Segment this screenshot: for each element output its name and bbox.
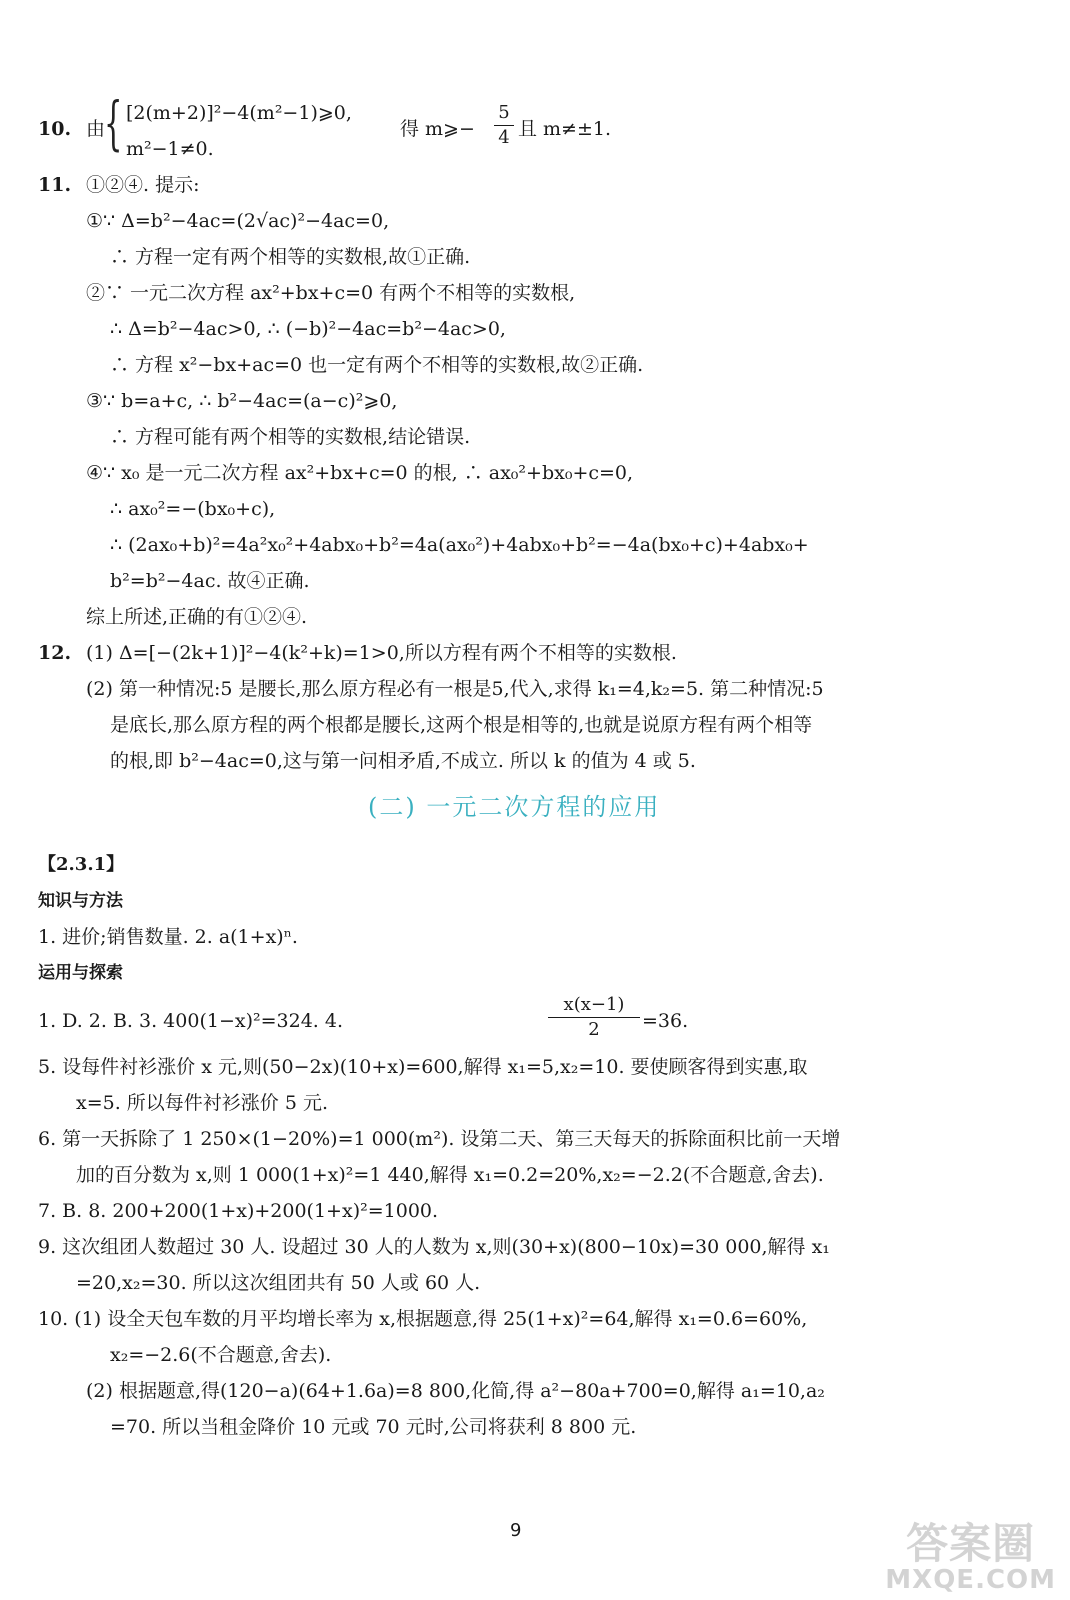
watermark-text: 答案圈 [906, 1519, 1036, 1568]
question-number: 10. [38, 118, 72, 140]
q10-system-line-2: m²−1≠0. [126, 138, 214, 160]
answer-line: x₂=−2.6(不合题意,舍去). [110, 1344, 332, 1366]
q11-line: ∴ Δ=b²−4ac>0, ∴ (−b)²−4ac=b²−4ac>0, [110, 318, 506, 340]
q11-line: ③∵ b=a+c, ∴ b²−4ac=(a−c)²⩾0, [86, 390, 398, 412]
system-brace: { [104, 89, 123, 157]
question-number: 12. [38, 642, 72, 664]
q11-line: b²=b²−4ac. 故④正确. [110, 570, 310, 592]
answers-1-4: 1. D. 2. B. 3. 400(1−x)²=324. 4. [38, 1010, 344, 1032]
q10-frac-den: 4 [498, 127, 510, 148]
q11-head: ①②④. 提示: [86, 174, 200, 196]
q4-frac-den: 2 [588, 1019, 600, 1040]
q11-line: 综上所述,正确的有①②④. [86, 606, 308, 628]
answer-line: 10. (1) 设全天包车数的月平均增长率为 x,根据题意,得 25(1+x)²=64,解得 x₁=0.6=60%, [38, 1308, 808, 1330]
q11-line: ∴ 方程可能有两个相等的实数根,结论错误. [110, 426, 471, 448]
q10-system-line-1: [2(m+2)]²−4(m²−1)⩾0, [126, 102, 352, 124]
q12-line: (2) 第一种情况:5 是腰长,那么原方程必有一根是5,代入,求得 k₁=4,k₂=5. 第二种情况:5 [86, 678, 824, 700]
watermark-logo [885, 1519, 1056, 1595]
q10-result-a: 得 m⩾− [400, 118, 475, 140]
answer-line: 5. 设每件衬衫涨价 x 元,则(50−2x)(10+x)=600,解得 x₁=5,x₂=10. 要使顾客得到实惠,取 [38, 1056, 808, 1078]
answer-line: 加的百分数为 x,则 1 000(1+x)²=1 440,解得 x₁=0.2=20%,x₂=−2.2(不合题意,舍去). [76, 1164, 824, 1186]
q4-tail: =36. [642, 1010, 689, 1032]
answer-line: =20,x₂=30. 所以这次组团共有 50 人或 60 人. [76, 1272, 481, 1294]
q12-line: (1) Δ=[−(2k+1)]²−4(k²+k)=1>0,所以方程有两个不相等的实数根. [86, 642, 677, 664]
question-number: 11. [38, 174, 72, 196]
q4-frac-num: x(x−1) [563, 994, 625, 1015]
watermark-url: MXQE.COM [885, 1565, 1056, 1595]
answer-line: 6. 第一天拆除了 1 250×(1−20%)=1 000(m²). 设第二天、第三天每天的拆除面积比前一天增 [38, 1128, 841, 1150]
heading-apply: 运用与探索 [38, 963, 123, 983]
section-title: (二) 一元二次方程的应用 [368, 793, 661, 821]
q11-line: ∴ (2ax₀+b)²=4a²x₀²+4abx₀+b²=4a(ax₀²)+4abx₀+b²=−4a(bx₀+c)+4abx₀+ [110, 534, 809, 556]
q12-line: 是底长,那么原方程的两个根都是腰长,这两个根是相等的,也就是说原方程有两个相等 [110, 714, 813, 736]
answer-line: 9. 这次组团人数超过 30 人. 设超过 30 人的人数为 x,则(30+x)(800−10x)=30 000,解得 x₁ [38, 1236, 830, 1258]
answer-line: =70. 所以当租金降价 10 元或 70 元时,公司将获利 8 800 元. [110, 1416, 637, 1438]
q10-lead: 由 [86, 118, 106, 140]
q11-line: ②∵ 一元二次方程 ax²+bx+c=0 有两个不相等的实数根, [86, 282, 576, 304]
q11-line: ∴ 方程 x²−bx+ac=0 也一定有两个不相等的实数根,故②正确. [110, 354, 644, 376]
q11-line: ∴ 方程一定有两个相等的实数根,故①正确. [110, 246, 471, 268]
q10-result-b: 且 m≠±1. [518, 118, 612, 140]
knowledge-answers: 1. 进价;销售数量. 2. a(1+x)ⁿ. [38, 926, 298, 948]
heading-knowledge: 知识与方法 [38, 891, 123, 911]
page-number: 9 [510, 1520, 522, 1541]
q11-line: ④∵ x₀ 是一元二次方程 ax²+bx+c=0 的根, ∴ ax₀²+bx₀+c=0, [86, 462, 634, 484]
q11-line: ∴ ax₀²=−(bx₀+c), [110, 498, 276, 520]
answer-line: 7. B. 8. 200+200(1+x)+200(1+x)²=1000. [38, 1200, 439, 1222]
answer-line: (2) 根据题意,得(120−a)(64+1.6a)=8 800,化简,得 a²−80a+700=0,解得 a₁=10,a₂ [86, 1380, 825, 1402]
answer-line: x=5. 所以每件衬衫涨价 5 元. [76, 1092, 329, 1114]
q11-line: ①∵ Δ=b²−4ac=(2√ac)²−4ac=0, [86, 210, 390, 232]
q4-fraction [548, 994, 640, 1041]
q10-fraction [494, 102, 514, 149]
q12-line: 的根,即 b²−4ac=0,这与第一问相矛盾,不成立. 所以 k 的值为 4 或 5. [110, 750, 696, 772]
q10-frac-num: 5 [498, 102, 510, 123]
subsection-tag: 【2.3.1】 [38, 854, 125, 875]
